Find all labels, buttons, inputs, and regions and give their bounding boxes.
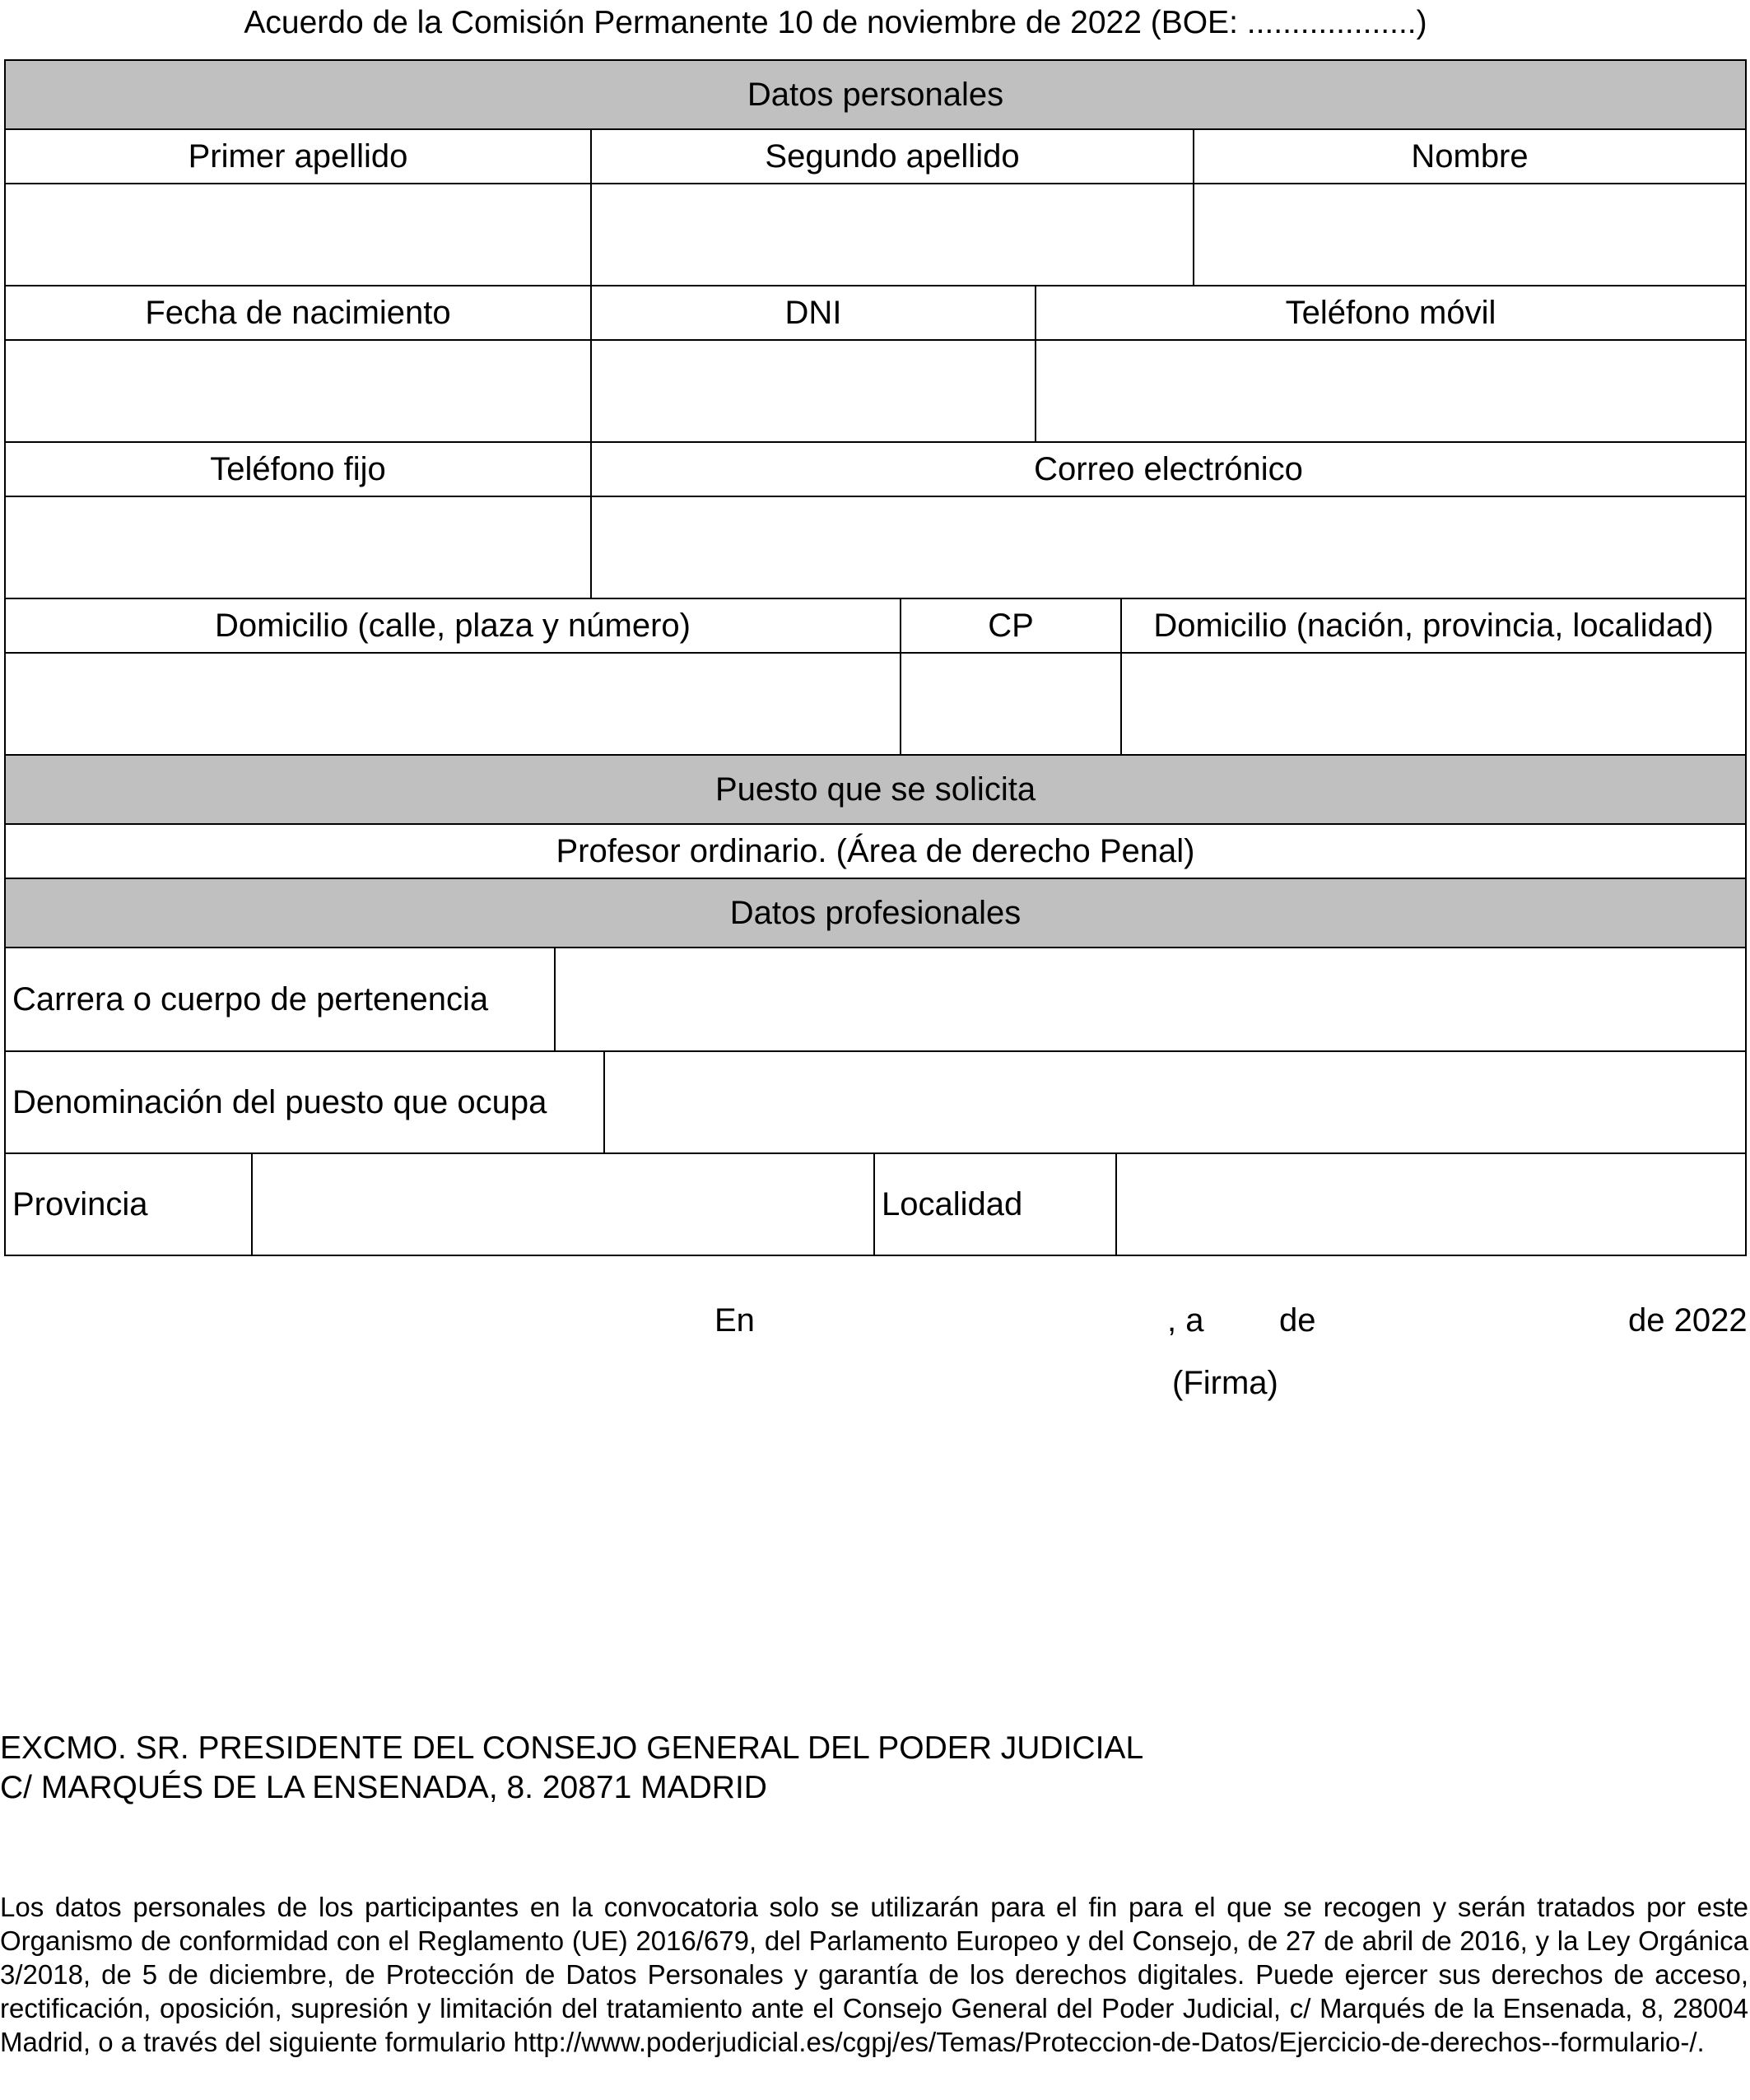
dni-field[interactable] xyxy=(590,339,1036,443)
label-postal-code: CP xyxy=(900,598,1122,654)
privacy-notice: Los datos personales de los participantes en la convocatoria solo se utilizarán para el fin para el que se recogen y serán tratados por este Organismo de conformidad con el Reglamento (UE) 2016/679, del Parlamento Europeo y del Consejo, de 27 de abril de 2016, y la Ley Orgánica 3/2018, de 5 de diciembre, de Protección de Datos Personales y garantía de los derechos digitales. Puede ejercer sus derechos de acceso, rectificación, oposición, supresión y limitación del tratamiento ante el Consejo General del Poder Judicial, c/ Marqués de la Ensenada, 8, 28004 Madrid, o a través del siguiente formulario http://www.poderjudicial.es/cgpj/es/Temas/Proteccion-de-Datos/Ejercicio-de-derechos--formulario-/. xyxy=(0,1892,1748,2057)
label-address: Domicilio (calle, plaza y número) xyxy=(4,598,901,654)
application-form xyxy=(4,59,1747,1260)
label-first-surname: Primer apellido xyxy=(4,128,592,184)
requested-position-value: Profesor ordinario. (Área de derecho Penal) xyxy=(4,823,1747,879)
email-field[interactable] xyxy=(590,496,1747,599)
postal-code-field[interactable] xyxy=(900,652,1122,756)
section-requested-position: Puesto que se solicita xyxy=(4,754,1747,825)
label-name: Nombre xyxy=(1193,128,1747,184)
label-career: Carrera o cuerpo de pertenencia xyxy=(4,947,556,1052)
section-professional-data: Datos profesionales xyxy=(4,878,1747,948)
signature-year: de 2022 xyxy=(1628,1302,1748,1339)
label-second-surname: Segundo apellido xyxy=(590,128,1194,184)
address-region-field[interactable] xyxy=(1120,652,1747,756)
career-field[interactable] xyxy=(554,947,1747,1052)
mobile-phone-field[interactable] xyxy=(1035,339,1747,443)
header-title: Acuerdo de la Comisión Permanente 10 de noviembre de 2022 (BOE: ...................) xyxy=(244,5,1427,40)
addressee-line-1: EXCMO. SR. PRESIDENTE DEL CONSEJO GENERAL DEL PODER JUDICIAL xyxy=(0,1730,1144,1766)
label-dni: DNI xyxy=(590,285,1036,341)
section-personal-data: Datos personales xyxy=(4,59,1747,130)
signature-en: En xyxy=(714,1302,755,1339)
birth-date-field[interactable] xyxy=(4,339,592,443)
label-email: Correo electrónico xyxy=(590,441,1747,497)
job-title-field[interactable] xyxy=(603,1050,1747,1154)
province-field[interactable] xyxy=(251,1152,875,1256)
label-job-title: Denominación del puesto que ocupa xyxy=(4,1050,605,1154)
addressee-line-2: C/ MARQUÉS DE LA ENSENADA, 8. 20871 MADRID xyxy=(0,1770,767,1805)
label-landline-phone: Teléfono fijo xyxy=(4,441,592,497)
label-address-region: Domicilio (nación, provincia, localidad) xyxy=(1120,598,1747,654)
label-birth-date: Fecha de nacimiento xyxy=(4,285,592,341)
first-surname-field[interactable] xyxy=(4,183,592,286)
signature-a: , a xyxy=(1167,1302,1204,1339)
addressee-block xyxy=(0,1729,1143,1808)
label-province: Provincia xyxy=(4,1152,253,1256)
name-field[interactable] xyxy=(1193,183,1747,286)
signature-label: (Firma) xyxy=(1172,1365,1278,1401)
signature-de: de xyxy=(1279,1302,1316,1339)
landline-phone-field[interactable] xyxy=(4,496,592,599)
label-locality: Localidad xyxy=(873,1152,1117,1256)
label-mobile-phone: Teléfono móvil xyxy=(1035,285,1747,341)
second-surname-field[interactable] xyxy=(590,183,1194,286)
locality-field[interactable] xyxy=(1115,1152,1747,1256)
document-header xyxy=(0,2,1750,44)
address-field[interactable] xyxy=(4,652,901,756)
